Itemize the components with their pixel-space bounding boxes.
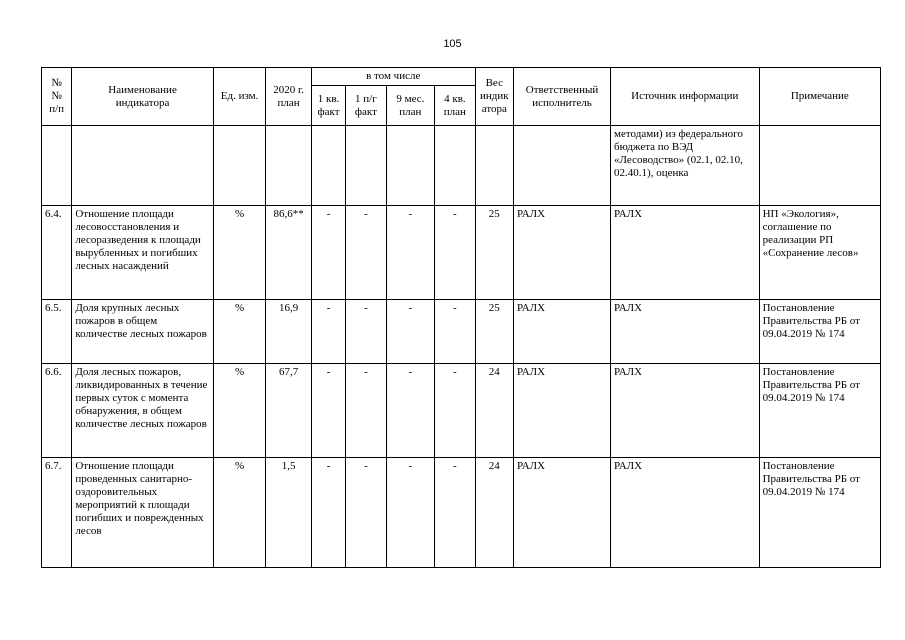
header-q4: 4 кв. план <box>435 86 475 126</box>
row-plan: 1,5 <box>266 458 311 568</box>
row-unit: % <box>213 206 266 300</box>
row-source: РАЛХ <box>611 300 760 364</box>
table-row <box>42 458 881 568</box>
row-name: Отношение площади лесовосстановления и лесоразведения к площади вырубленных и погибших лесных насаждений <box>72 206 214 300</box>
row-executor: РАЛХ <box>514 364 611 458</box>
row-source: РАЛХ <box>611 206 760 300</box>
row-note: Постановление Правительства РБ от 09.04.2019 № 174 <box>759 300 880 364</box>
header-row <box>42 68 881 86</box>
row-m9: - <box>386 206 435 300</box>
header-q1: 1 кв. факт <box>311 86 345 126</box>
row-note: НП «Экология», соглашение по реализации РП «Сохранение лесов» <box>759 206 880 300</box>
header-source: Источник информации <box>611 68 760 126</box>
row-executor: РАЛХ <box>514 206 611 300</box>
page-number: 105 <box>443 38 462 50</box>
row-m9: - <box>386 300 435 364</box>
row-unit: % <box>213 364 266 458</box>
row-unit: % <box>213 458 266 568</box>
row-m9: - <box>386 364 435 458</box>
row-h1: - <box>346 458 386 568</box>
header-num: № № п/п <box>42 68 72 126</box>
row-h1: - <box>346 206 386 300</box>
table-row <box>42 364 881 458</box>
header-note: Примечание <box>759 68 880 126</box>
row-name: Отношение площади проведенных санитарно-оздоровительных мероприятий к площади погибших и поврежденных лесов <box>72 458 214 568</box>
row-q1: - <box>311 206 345 300</box>
row-weight: 24 <box>475 364 513 458</box>
row-h1: - <box>346 300 386 364</box>
continuation-source: методами) из федерального бюджета по ВЭД «Лесоводство» (02.1, 02.10, 02.40.1), оценка <box>611 126 760 206</box>
row-q1: - <box>311 458 345 568</box>
row-q4: - <box>435 364 475 458</box>
row-note: Постановление Правительства РБ от 09.04.2019 № 174 <box>759 364 880 458</box>
row-q1: - <box>311 300 345 364</box>
row-num: 6.4. <box>42 206 72 300</box>
row-unit: % <box>213 300 266 364</box>
row-num: 6.7. <box>42 458 72 568</box>
header-including: в том числе <box>311 68 475 86</box>
row-executor: РАЛХ <box>514 300 611 364</box>
row-h1: - <box>346 364 386 458</box>
row-num: 6.5. <box>42 300 72 364</box>
table-row <box>42 206 881 300</box>
row-plan: 67,7 <box>266 364 311 458</box>
row-plan: 16,9 <box>266 300 311 364</box>
row-source: РАЛХ <box>611 458 760 568</box>
row-note: Постановление Правительства РБ от 09.04.2019 № 174 <box>759 458 880 568</box>
row-source: РАЛХ <box>611 364 760 458</box>
row-q4: - <box>435 458 475 568</box>
row-q1: - <box>311 364 345 458</box>
continuation-row <box>42 126 881 206</box>
row-num: 6.6. <box>42 364 72 458</box>
indicator-table <box>41 67 881 568</box>
header-name: Наименование индикатора <box>72 68 214 126</box>
table-row <box>42 300 881 364</box>
row-name: Доля лесных пожаров, ликвидированных в течение первых суток с момента обнаружения, в общем количестве лесных пожаров <box>72 364 214 458</box>
row-m9: - <box>386 458 435 568</box>
header-executor: Ответственный исполнитель <box>514 68 611 126</box>
row-weight: 25 <box>475 300 513 364</box>
header-plan2020: 2020 г. план <box>266 68 311 126</box>
row-q4: - <box>435 206 475 300</box>
row-executor: РАЛХ <box>514 458 611 568</box>
row-name: Доля крупных лесных пожаров в общем количестве лесных пожаров <box>72 300 214 364</box>
row-plan: 86,6** <box>266 206 311 300</box>
row-weight: 24 <box>475 458 513 568</box>
row-q4: - <box>435 300 475 364</box>
header-h1: 1 п/г факт <box>346 86 386 126</box>
row-weight: 25 <box>475 206 513 300</box>
header-unit: Ед. изм. <box>213 68 266 126</box>
header-m9: 9 мес. план <box>386 86 435 126</box>
header-weight: Вес индик атора <box>475 68 513 126</box>
